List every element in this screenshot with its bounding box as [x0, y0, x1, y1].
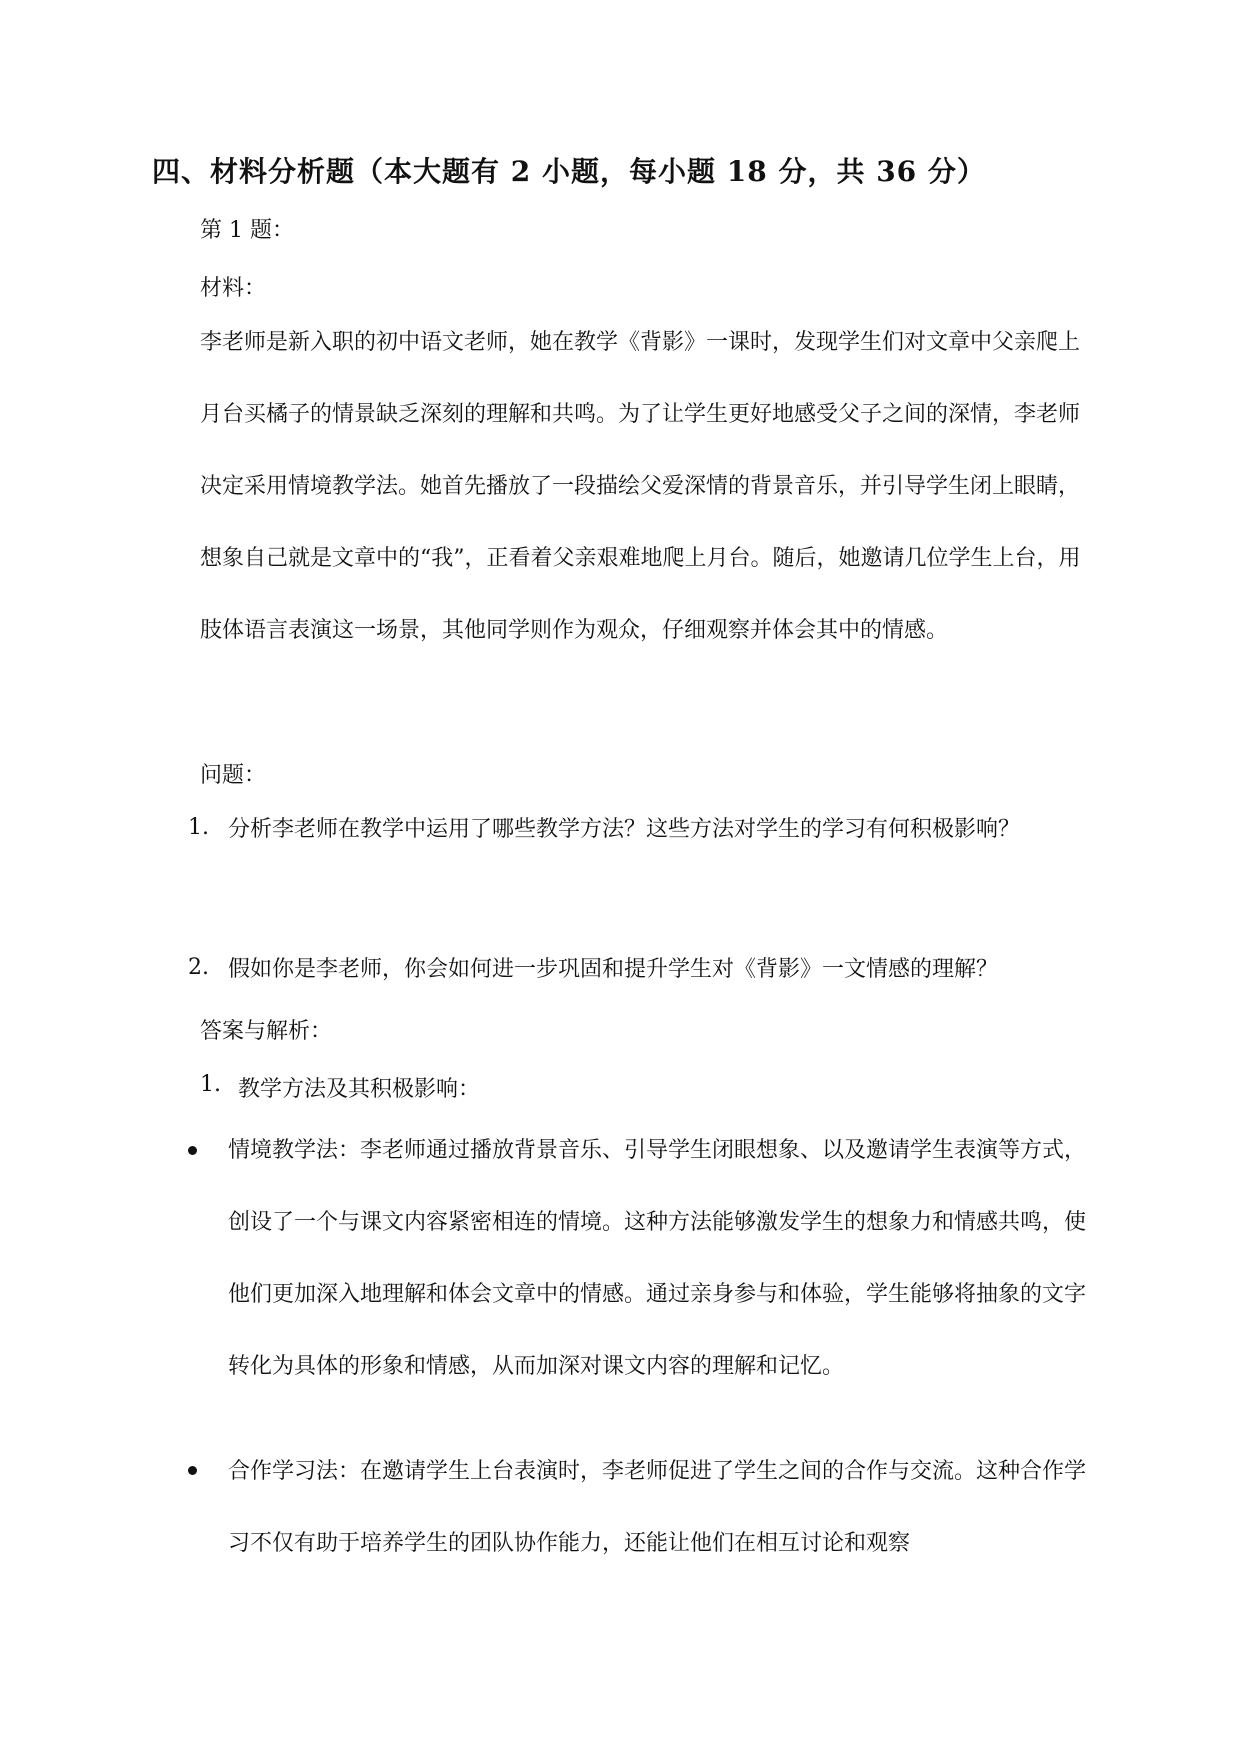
answer-label: 答案与解析： [200, 1019, 333, 1044]
question-number-label: 第 1 题： [200, 218, 294, 243]
problems-label: 问题： [200, 763, 267, 788]
material-text: 李老师是新入职的初中语文老师，她在教学《背影》一课时，发现学生们对文章中父亲爬上月台买橘子的情景缺乏深刻的理解和共鸣。为了让学生更好地感受父子之间的深情，李老师决定采用情境教学法。她首先播放了一段描绘父爱深情的背景音乐，并引导学生闭上眼睛，想象自己就是文章中的“我”，正看着父亲艰难地爬上月台。随后，她邀请几位学生上台，用肢体语言表演这一场景，其他同学则作为观众，仔细观察并体会其中的情感。 [200, 330, 1081, 643]
material-label: 材料： [200, 276, 267, 301]
problem-2-text: 假如你是李老师，你会如何进一步巩固和提升学生对《背影》一文情感的理解？ [228, 957, 999, 982]
answer-item-marker: 1. [200, 1072, 221, 1097]
problem-2-marker: 2. [188, 955, 209, 980]
bullet-dot [188, 1146, 197, 1155]
answer-item-text: 教学方法及其积极影响： [238, 1077, 481, 1102]
bullet-text-cooperative: 合作学习法：在邀请学生上台表演时，李老师促进了学生之间的合作与交流。这种合作学习不仅有助于培养学生的团队协作能力，还能让他们在相互讨论和观察 [228, 1459, 1087, 1556]
problem-1-text: 分析李老师在教学中运用了哪些教学方法？这些方法对学生的学习有何积极影响？ [228, 817, 1021, 842]
section-heading: 四、材料分析题（本大题有 2 小题，每小题 18 分，共 36 分） [152, 155, 986, 188]
problem-1-marker: 1. [188, 815, 209, 840]
bullet-dot [188, 1466, 197, 1475]
bullet-text-situational: 情境教学法：李老师通过播放背景音乐、引导学生闭眼想象、以及邀请学生表演等方式，创设了一个与课文内容紧密相连的情境。这种方法能够激发学生的想象力和情感共鸣，使他们更加深入地理解和体会文章中的情感。通过亲身参与和体验，学生能够将抽象的文字转化为具体的形象和情感，从而加深对课文内容的理解和记忆。 [228, 1138, 1087, 1379]
